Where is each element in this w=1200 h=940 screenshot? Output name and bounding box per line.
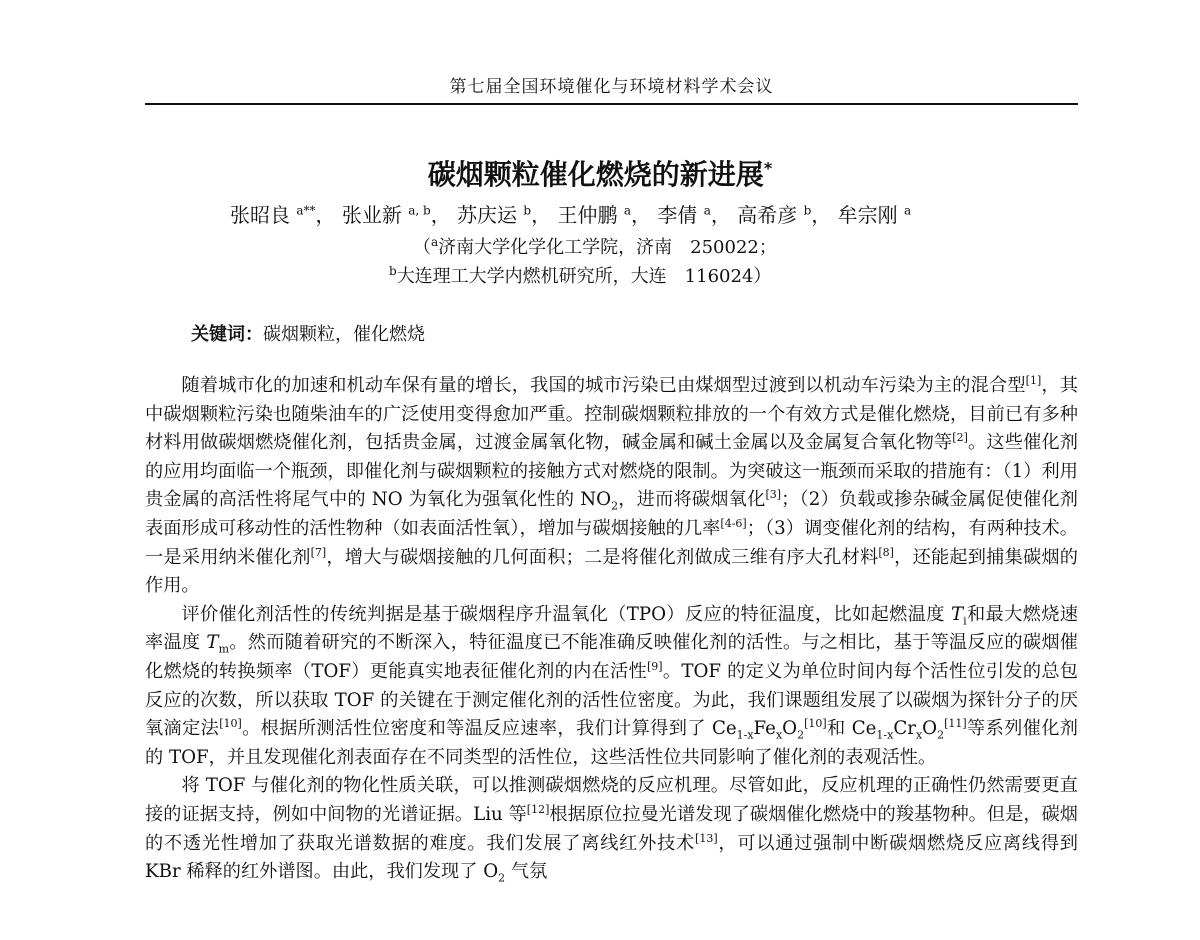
author-name: 高希彦	[737, 203, 798, 227]
subscript: 2	[797, 728, 805, 742]
author-affiliation-mark: a	[903, 203, 912, 218]
header-rule	[145, 103, 1078, 105]
text-run: 气氛	[505, 861, 548, 883]
affiliation-text: 济南大学化学化工学院，济南 250022；	[438, 237, 777, 258]
text-run: ，还能起到捕集碳烟的作用。	[145, 546, 1078, 597]
title-text: 碳烟颗粒催化燃烧的新进展	[427, 158, 764, 191]
formula-part: Cr	[893, 718, 916, 740]
symbol: T	[206, 632, 219, 654]
citation: [3]	[765, 488, 782, 502]
author-affiliation-mark: a	[623, 203, 631, 218]
affiliation-mark: b	[389, 264, 397, 278]
subscript: 1-x	[736, 728, 754, 742]
citation: [8]	[878, 545, 894, 559]
conference-header: 第七届全国环境催化与环境材料学术会议	[449, 77, 774, 97]
affiliation-open-paren: （	[413, 237, 431, 258]
subscript: 2	[937, 728, 945, 742]
formula-part: O	[782, 718, 798, 740]
citation: [1]	[1025, 373, 1042, 387]
author-name: 王仲鹏	[557, 203, 618, 227]
paper-title	[0, 153, 1200, 193]
text-run: ，增大与碳烟接触的几何面积；二是将催化剂做成三维有序大孔材料	[326, 546, 879, 568]
author-affiliation-mark: a	[703, 203, 711, 218]
text-run: 和 Ce	[826, 718, 877, 740]
text-run: 和最大燃烧速率温度	[145, 603, 1078, 654]
author-name: 李倩	[657, 203, 698, 227]
text-run: ；（2）负载或掺杂碱金属促使催化剂表面形成可移动性的活性物种（如表面活性氧），增加与碳烟接触的几率	[145, 489, 1078, 539]
subscript: x	[775, 728, 783, 742]
author-name: 苏庆运	[457, 203, 518, 227]
citation: [7]	[310, 545, 327, 559]
author-name: 张昭良	[230, 203, 290, 227]
citation: [13]	[695, 831, 718, 845]
text-run: ，其中碳烟颗粒污染也随柴油车的广泛使用变得愈加严重。控制碳烟颗粒排放的一个有效方式是催化燃烧，目前已有多种材料用做碳烟燃烧催化剂，包括贵金属，过渡金属氧化物，碱金属和碱土金属以及金属复合氧化物等	[145, 375, 1078, 454]
body-text	[145, 372, 1078, 887]
text-run: 等系列催化剂的 TOF，并且发现催化剂表面存在不同类型的活性位，这些活性位共同影响了催化剂的表观活性。	[145, 718, 1078, 768]
citation: [12]	[526, 802, 550, 816]
title-star: *	[763, 158, 773, 178]
subscript: 1-x	[876, 728, 894, 742]
formula-part: Fe	[753, 718, 776, 740]
subscript: 2	[611, 500, 619, 514]
text-run: 评价催化剂活性的传统判据是基于碳烟程序升温氧化（TPO）反应的特征温度，比如起燃温度	[181, 603, 951, 625]
affiliation-text: 大连理工大学内燃机研究所，大连 116024）	[396, 266, 772, 287]
subscript: 2	[498, 871, 506, 885]
text-run: 。然而随着研究的不断深入，特征温度已不能准确反映催化剂的活性。与之相比，基于等温反应的碳烟催化燃烧的转换频率（TOF）更能真实地表征催化剂的内在活性	[145, 632, 1078, 682]
symbol: T	[950, 603, 964, 625]
author-affiliation-mark: b	[803, 203, 812, 218]
text-run: 将 TOF 与催化剂的物化性质关联，可以推测碳烟燃烧的反应机理。尽管如此，反应机理的正确性仍然需要更直接的证据支持，例如中间物的光谱证据。Liu 等	[145, 775, 1078, 825]
paragraph-1	[145, 372, 1078, 601]
text-run: ，进而将碳烟氧化	[618, 489, 766, 511]
text-run: 随着城市化的加速和机动车保有量的增长，我国的城市污染已由煤烟型过渡到以机动车污染为主的混合型	[181, 375, 1026, 396]
subscript: x	[915, 728, 923, 742]
keywords-value: 碳烟颗粒，催化燃烧	[263, 324, 425, 345]
formula-part: O	[922, 718, 938, 740]
affiliation-b	[389, 262, 771, 288]
citation: [11]	[944, 717, 967, 731]
citation: [10]	[804, 717, 827, 731]
text-run: 。TOF 的定义为单位时间内每个活性位引发的总包反应的次数，所以获取 TOF 的关键在于测定催化剂的活性位密度。为此，我们课题组发展了以碳烟为探针分子的厌氧滴定法	[145, 660, 1078, 740]
text-run: 。这些催化剂的应用均面临一个瓶颈，即催化剂与碳烟颗粒的接触方式对燃烧的限制。为突破这一瓶颈而采取的措施有：（1）利用贵金属的高活性将尾气中的 NO 为氧化为强氧化性的 NO	[145, 432, 1078, 511]
author-affiliation-mark: a**	[296, 203, 316, 218]
author-name: 牟宗刚	[837, 203, 898, 227]
affiliation-mark: a	[431, 235, 439, 249]
citation: [9]	[647, 659, 663, 673]
citation: [10]	[219, 717, 242, 731]
text-run: ，可以通过强制中断碳烟燃烧反应离线得到 KBr 稀释的红外谱图。由此，我们发现了 O	[145, 832, 1078, 883]
author-list: 张昭良 $^{a**}$， 张业新 $^{a, b}$， 苏庆运 $^b$， 王仲鹏 $^a$， 李倩 $^a$， 高希彦 $^b$， 牟宗刚 $^a$	[230, 203, 912, 227]
author-affiliation-mark: b	[523, 203, 532, 218]
citation: [4-6]	[720, 516, 747, 530]
subscript: m	[218, 642, 229, 656]
affiliation-a	[413, 233, 777, 259]
subscript: i	[963, 614, 967, 628]
paragraph-2	[145, 601, 1078, 773]
keywords-label: 关键词：	[191, 324, 263, 345]
author-affiliation-mark: a, b	[408, 203, 431, 218]
author-name: 张业新	[341, 203, 402, 227]
text-run: ；（3）调变催化剂的结构，有两种技术。一是采用纳米催化剂	[145, 517, 1078, 568]
paragraph-3	[145, 772, 1078, 886]
citation: [2]	[952, 431, 968, 445]
text-run: 根据原位拉曼光谱发现了碳烟催化燃烧中的羧基物种。但是，碳烟的不透光性增加了获取光谱数据的难度。我们发展了离线红外技术	[145, 803, 1078, 854]
text-run: 。根据所测活性位密度和等温反应速率，我们计算得到了 Ce	[241, 718, 737, 740]
keywords	[191, 320, 425, 346]
